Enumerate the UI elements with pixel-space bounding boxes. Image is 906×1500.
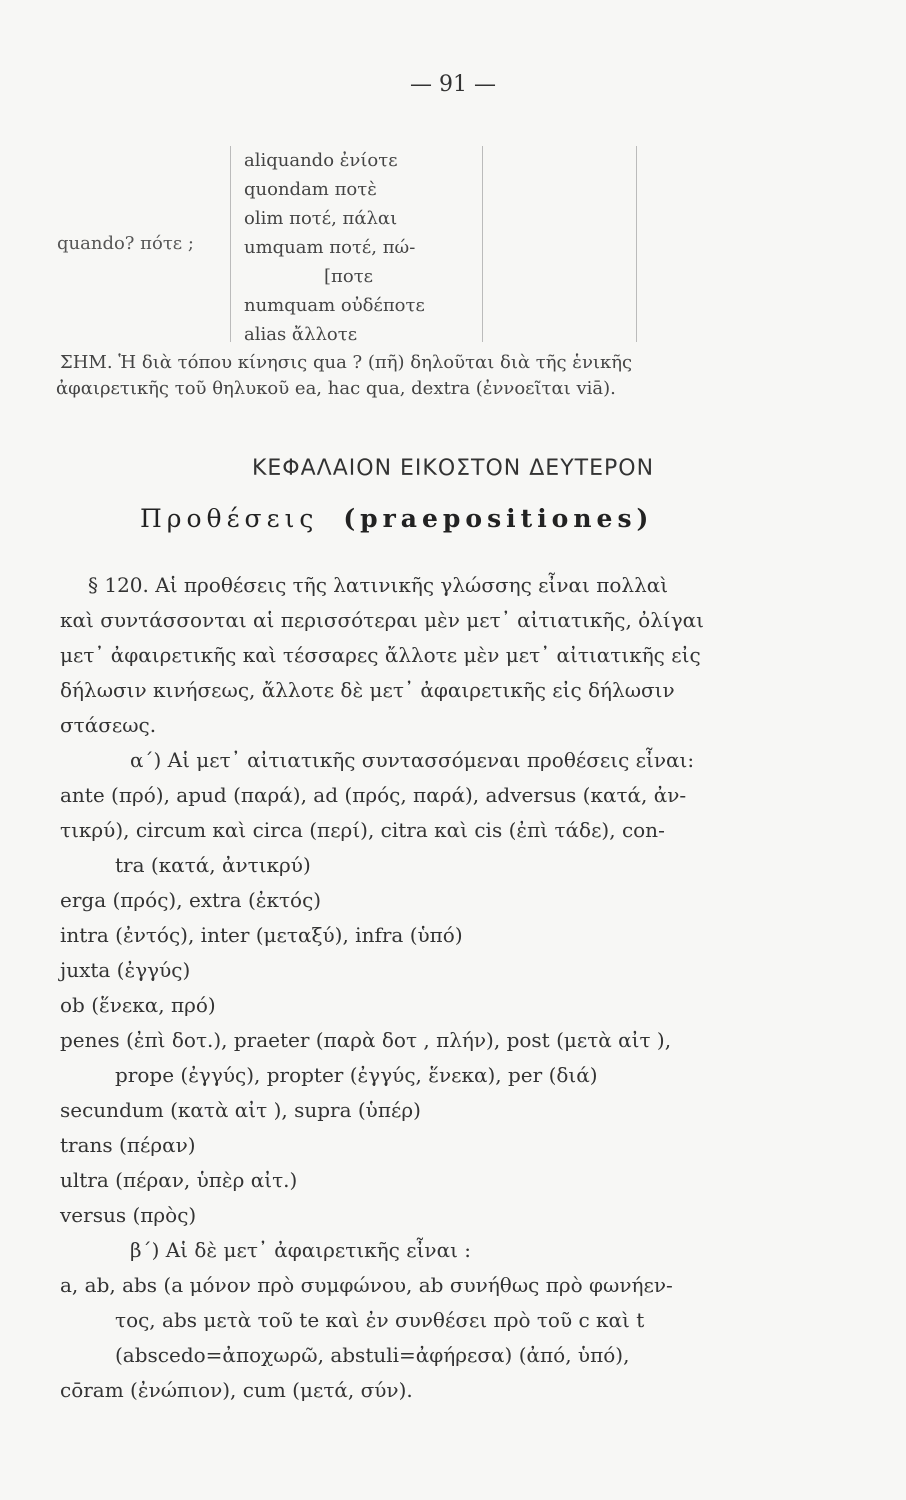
text-line: ultra (πέραν, ὑπὲρ αἰτ.) <box>60 1168 298 1192</box>
text-line: καὶ συντάσσονται αἱ περισσότεραι μὲν μετ᾽ αἰτιατικῆς, ὀλίγαι <box>60 608 705 632</box>
table-row: quondam ποτὲ <box>244 179 377 200</box>
text-line: ob (ἕνεκα, πρό) <box>60 993 216 1017</box>
text-line: tra (κατά, ἀντικρύ) <box>115 853 311 877</box>
text-line: trans (πέραν) <box>60 1133 196 1157</box>
note-line: ἀφαιρετικῆς τοῦ θηλυκοῦ ea, hac qua, dextra (ἐννοεῖται viā). <box>56 378 616 399</box>
text-line: juxta (ἐγγύς) <box>60 958 191 982</box>
text-line: a, ab, abs (a μόνον πρὸ συμφώνου, ab συνήθως πρὸ φωνήεν- <box>60 1273 673 1297</box>
text-line: μετ᾽ ἀφαιρετικῆς καὶ τέσσαρες ἄλλοτε μὲν μετ᾽ αἰτιατικῆς εἰς <box>60 643 701 667</box>
table-left-label: quando? πότε ; <box>57 233 194 254</box>
text-line: secundum (κατὰ αἰτ ), supra (ὑπέρ) <box>60 1098 421 1122</box>
table-divider-mid <box>482 146 483 342</box>
text-line: τικρύ), circum καὶ circa (περί), citra καὶ cis (ἐπὶ τάδε), con- <box>60 818 665 842</box>
table-row: umquam ποτέ, πώ- <box>244 237 416 258</box>
text-line: versus (πρὸς) <box>60 1203 197 1227</box>
text-line: α΄) Αἱ μετ᾽ αἰτιατικῆς συντασσόμεναι προθέσεις εἶναι: <box>130 748 695 772</box>
text-line: prope (ἐγγύς), propter (ἐγγύς, ἕνεκα), per (διά) <box>115 1063 598 1087</box>
text-line: § 120. Αἱ προθέσεις τῆς λατινικῆς γλώσσης εἶναι πολλαὶ <box>88 573 669 597</box>
table-row: olim ποτέ, πάλαι <box>244 208 398 229</box>
text-line: cōram (ἐνώπιον), cum (μετά, σύν). <box>60 1378 413 1402</box>
page-number: — 91 — <box>410 72 496 97</box>
table-row: numquam οὐδέποτε <box>244 295 425 316</box>
table-rows <box>244 146 425 349</box>
text-line: ante (πρό), apud (παρά), ad (πρός, παρά), adversus (κατά, ἀν- <box>60 783 687 807</box>
table-divider-right <box>636 146 637 342</box>
text-line: penes (ἐπὶ δοτ.), praeter (παρὰ δοτ , πλήν), post (μετὰ αἰτ ), <box>60 1028 672 1052</box>
chapter-title: ΚΕΦΑΛΑΙΟΝ ΕΙΚΟΣΤΟΝ ΔΕΥΤΕΡΟΝ <box>251 456 655 481</box>
table-divider-left <box>230 146 231 342</box>
text-line: β΄) Αἱ δὲ μετ᾽ ἀφαιρετικῆς εἶναι : <box>130 1238 472 1262</box>
note-line: ΣΗΜ. Ἡ διὰ τόπου κίνησις qua ? (πῆ) δηλοῦται διὰ τῆς ἑνικῆς <box>60 352 633 373</box>
table-row: [ποτε <box>324 266 373 287</box>
text-line: δήλωσιν κινήσεως, ἄλλοτε δὲ μετ᾽ ἀφαιρετικῆς εἰς δήλωσιν <box>60 678 675 702</box>
text-line: (abscedo=ἀποχωρῶ, abstuli=ἀφήρεσα) (ἀπό, ὑπό), <box>115 1343 630 1367</box>
table-row: alias ἄλλοτε <box>244 324 358 345</box>
subtitle-latin: (praepositiones) <box>343 504 654 533</box>
text-line: erga (πρός), extra (ἐκτός) <box>60 888 322 912</box>
subtitle-greek: Προθέσεις <box>140 504 319 533</box>
table-row: aliquando ἐνίοτε <box>244 150 398 171</box>
text-line: intra (ἐντός), inter (μεταξύ), infra (ὑπό) <box>60 923 463 947</box>
note <box>56 350 850 402</box>
body-text <box>60 568 860 1408</box>
chapter-subtitle <box>140 504 653 533</box>
text-line: τος, abs μετὰ τοῦ te καὶ ἐν συνθέσει πρὸ τοῦ c καὶ t <box>115 1308 645 1332</box>
text-line: στάσεως. <box>60 713 157 737</box>
